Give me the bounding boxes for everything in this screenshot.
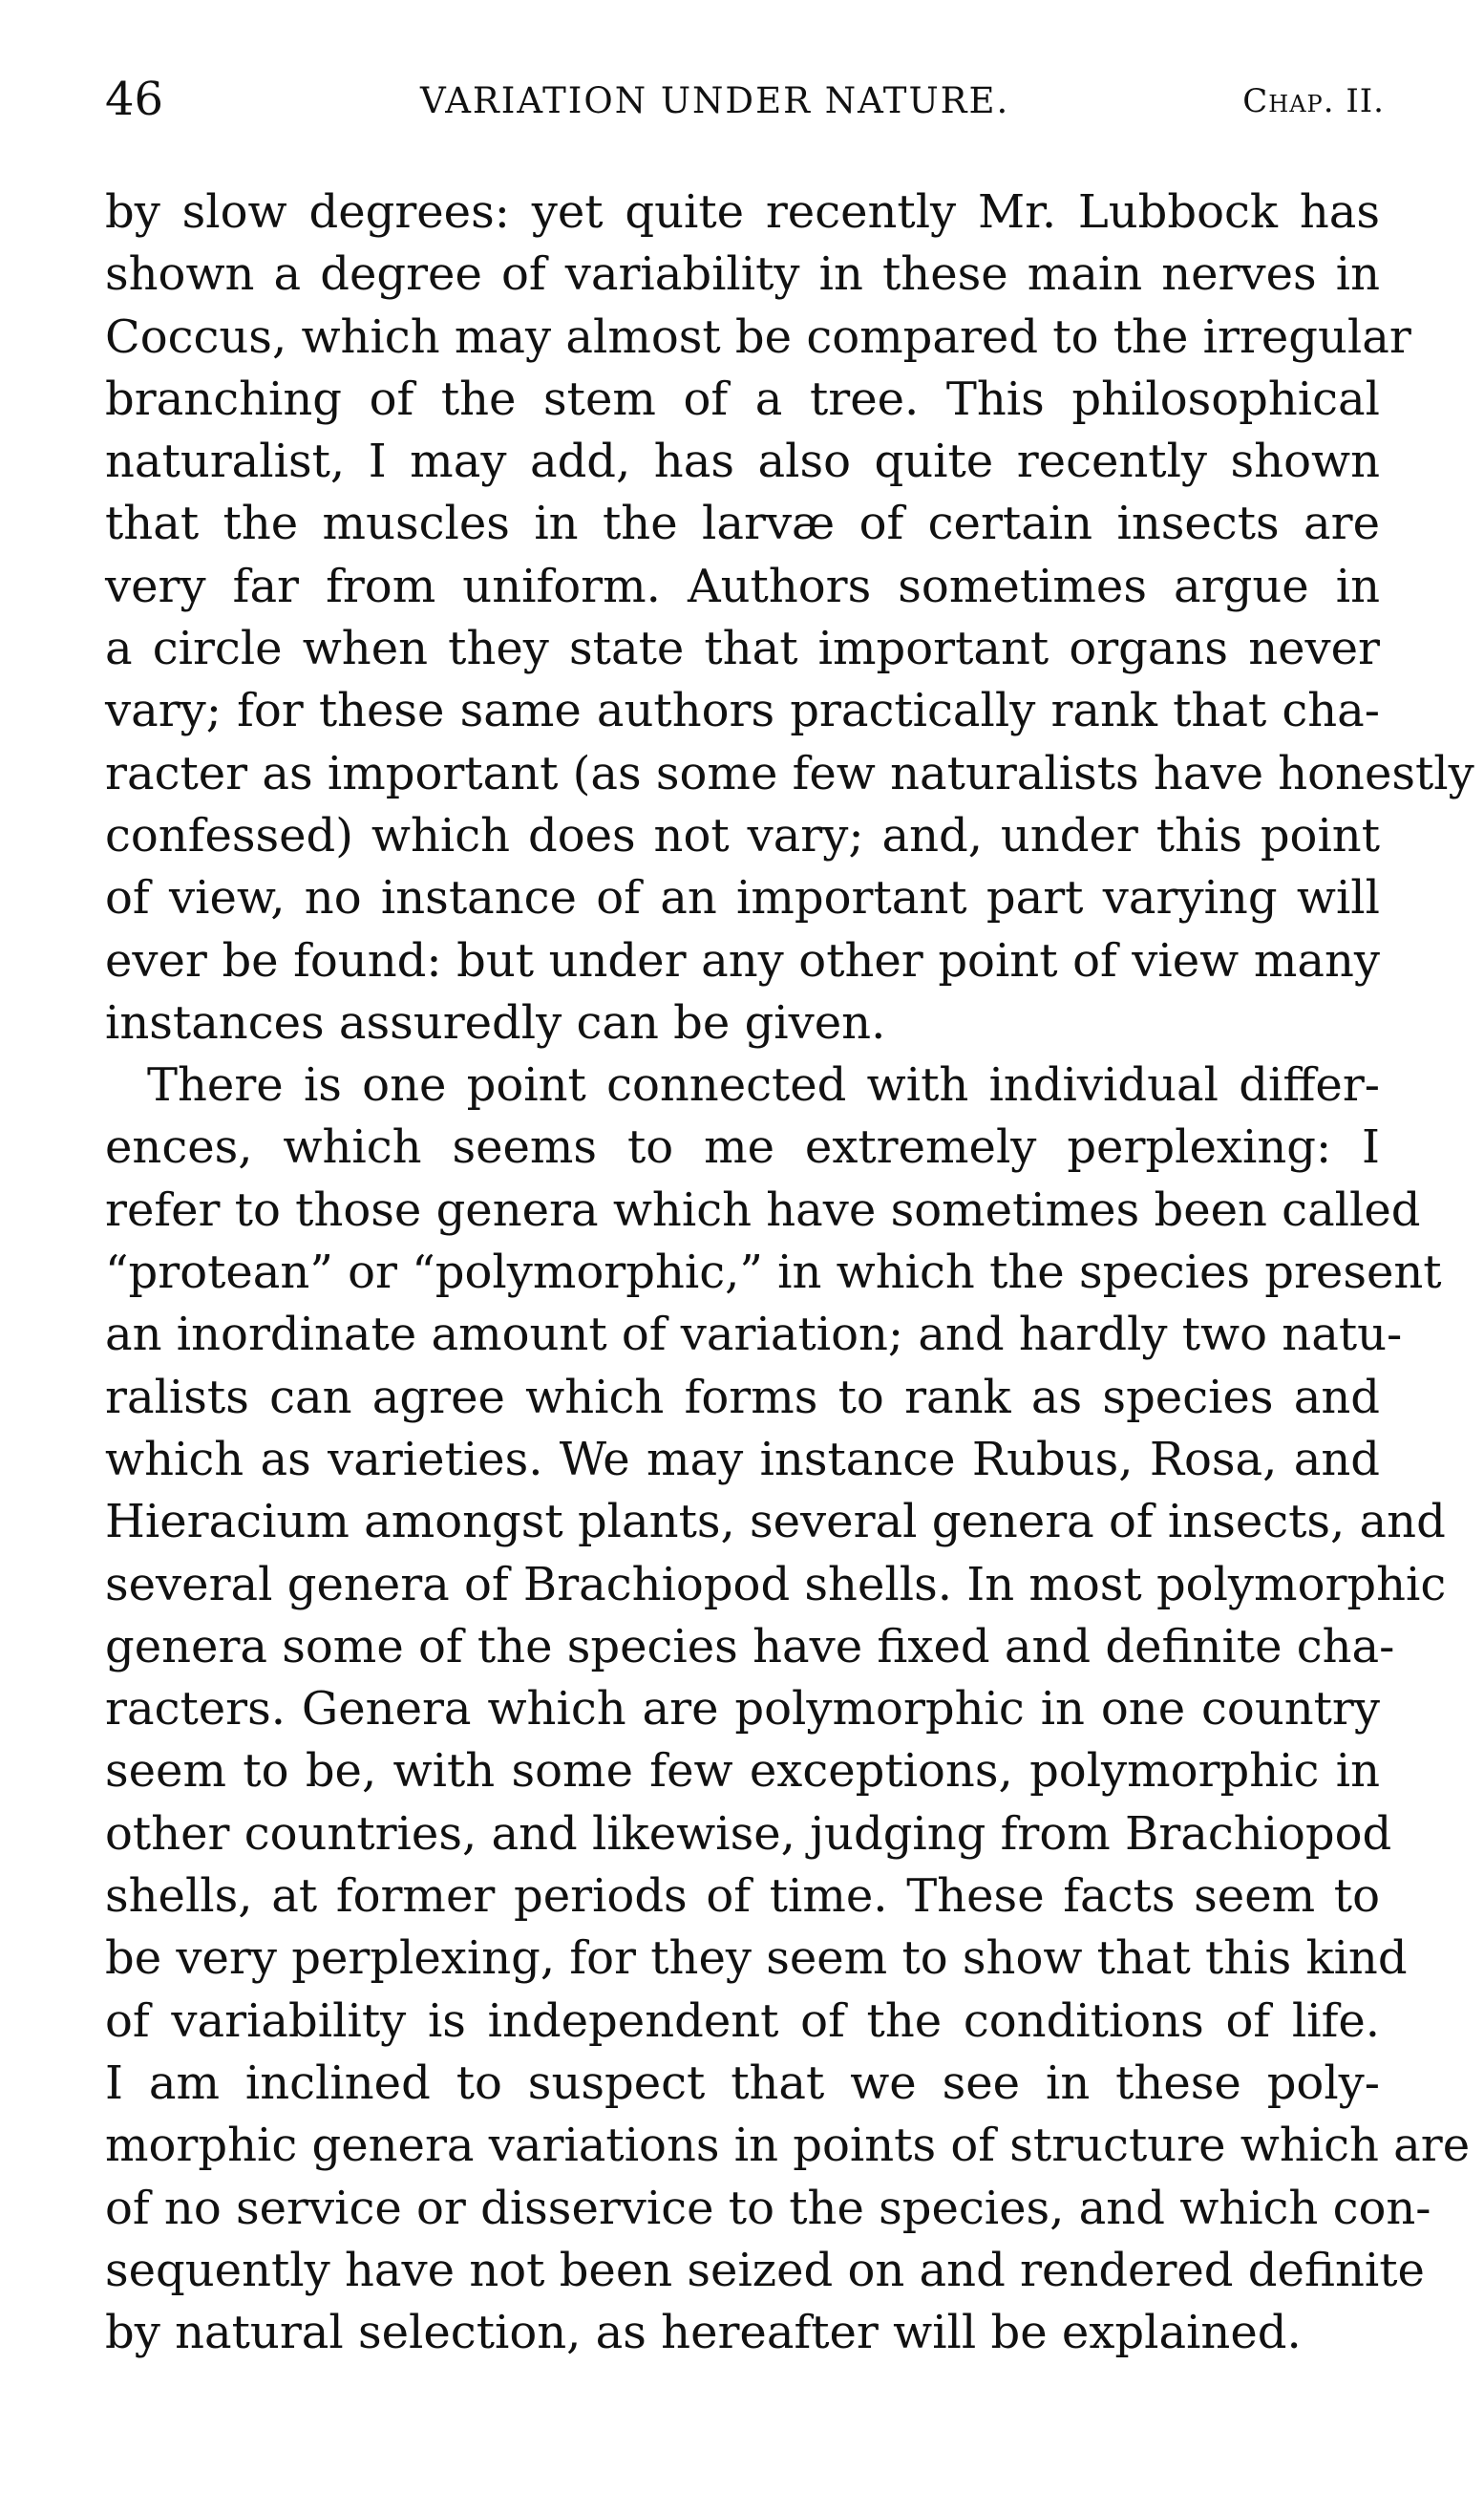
text-line: ever be found: but under any other point of view many — [105, 933, 1380, 988]
text-line: shown a degree of variability in these main nerves in — [105, 247, 1380, 302]
text-line: confessed) which does not vary; and, under this point — [105, 808, 1380, 863]
body-text — [105, 181, 1474, 2364]
text-line: shells, at former periods of time. These facts seem to — [105, 1869, 1380, 1924]
text-line: by natural selection, as hereafter will be explained. — [105, 2306, 1302, 2360]
text-line: by slow degrees: yet quite recently Mr. Lubbock has — [105, 185, 1380, 239]
text-line: genera some of the species have fixed and definite cha- — [105, 1619, 1395, 1673]
text-line: that the muscles in the larvæ of certain insects are — [105, 497, 1380, 551]
text-line: vary; for these same authors practically rank that cha- — [105, 684, 1380, 738]
text-line: racters. Genera which are polymorphic in one country — [105, 1682, 1380, 1737]
text-line: instances assuredly can be given. — [105, 995, 886, 1050]
text-line: branching of the stem of a tree. This philosophical — [105, 372, 1380, 426]
text-line: a circle when they state that important organs never — [105, 622, 1380, 676]
running-title: VARIATION UNDER NATURE. — [420, 80, 1010, 121]
text-line: very far from uniform. Authors sometimes argue in — [105, 559, 1380, 613]
text-line: of view, no instance of an important part varying will — [105, 871, 1380, 926]
text-line: naturalist, I may add, has also quite recently shown — [105, 435, 1380, 489]
text-line: of no service or disservice to the species, and which con- — [105, 2181, 1431, 2235]
text-line: refer to those genera which have sometimes been called — [105, 1183, 1421, 1237]
text-line: ralists can agree which forms to rank as species and — [105, 1370, 1380, 1424]
text-line: sequently have not been seized on and rendered definite — [105, 2243, 1425, 2297]
text-line: “protean” or “polymorphic,” in which the species present — [105, 1246, 1442, 1300]
text-line: ences, which seems to me extremely perplexing: I — [105, 1120, 1380, 1175]
text-line: an inordinate amount of variation; and hardly two natu- — [105, 1308, 1403, 1362]
text-line: which as varieties. We may instance Rubus, Rosa, and — [105, 1432, 1380, 1486]
paragraph-2 — [105, 1055, 1471, 2364]
chapter-reference: Chap. II. — [1242, 82, 1385, 120]
paragraph-1 — [105, 181, 1474, 1055]
page-number: 46 — [105, 73, 164, 126]
text-line: several genera of Brachiopod shells. In most polymorphic — [105, 1557, 1447, 1611]
text-line: I am inclined to suspect that we see in these poly- — [105, 2056, 1380, 2110]
text-line: of variability is independent of the conditions of life. — [105, 1993, 1380, 2048]
text-line: There is one point connected with individual differ- — [147, 1058, 1380, 1113]
text-line: Hieracium amongst plants, several genera of insects, and — [105, 1495, 1446, 1549]
text-line: morphic genera variations in points of structure which are — [105, 2119, 1471, 2173]
text-line: seem to be, with some few exceptions, polymorphic in — [105, 1744, 1380, 1799]
running-head — [105, 73, 1385, 139]
text-line: be very perplexing, for they seem to show that this kind — [105, 1931, 1408, 1986]
text-line: other countries, and likewise, judging from Brachiopod — [105, 1806, 1392, 1861]
text-line: racter as important (as some few naturalists have honestly — [105, 746, 1474, 800]
text-line: Coccus, which may almost be compared to the irregular — [105, 309, 1411, 364]
